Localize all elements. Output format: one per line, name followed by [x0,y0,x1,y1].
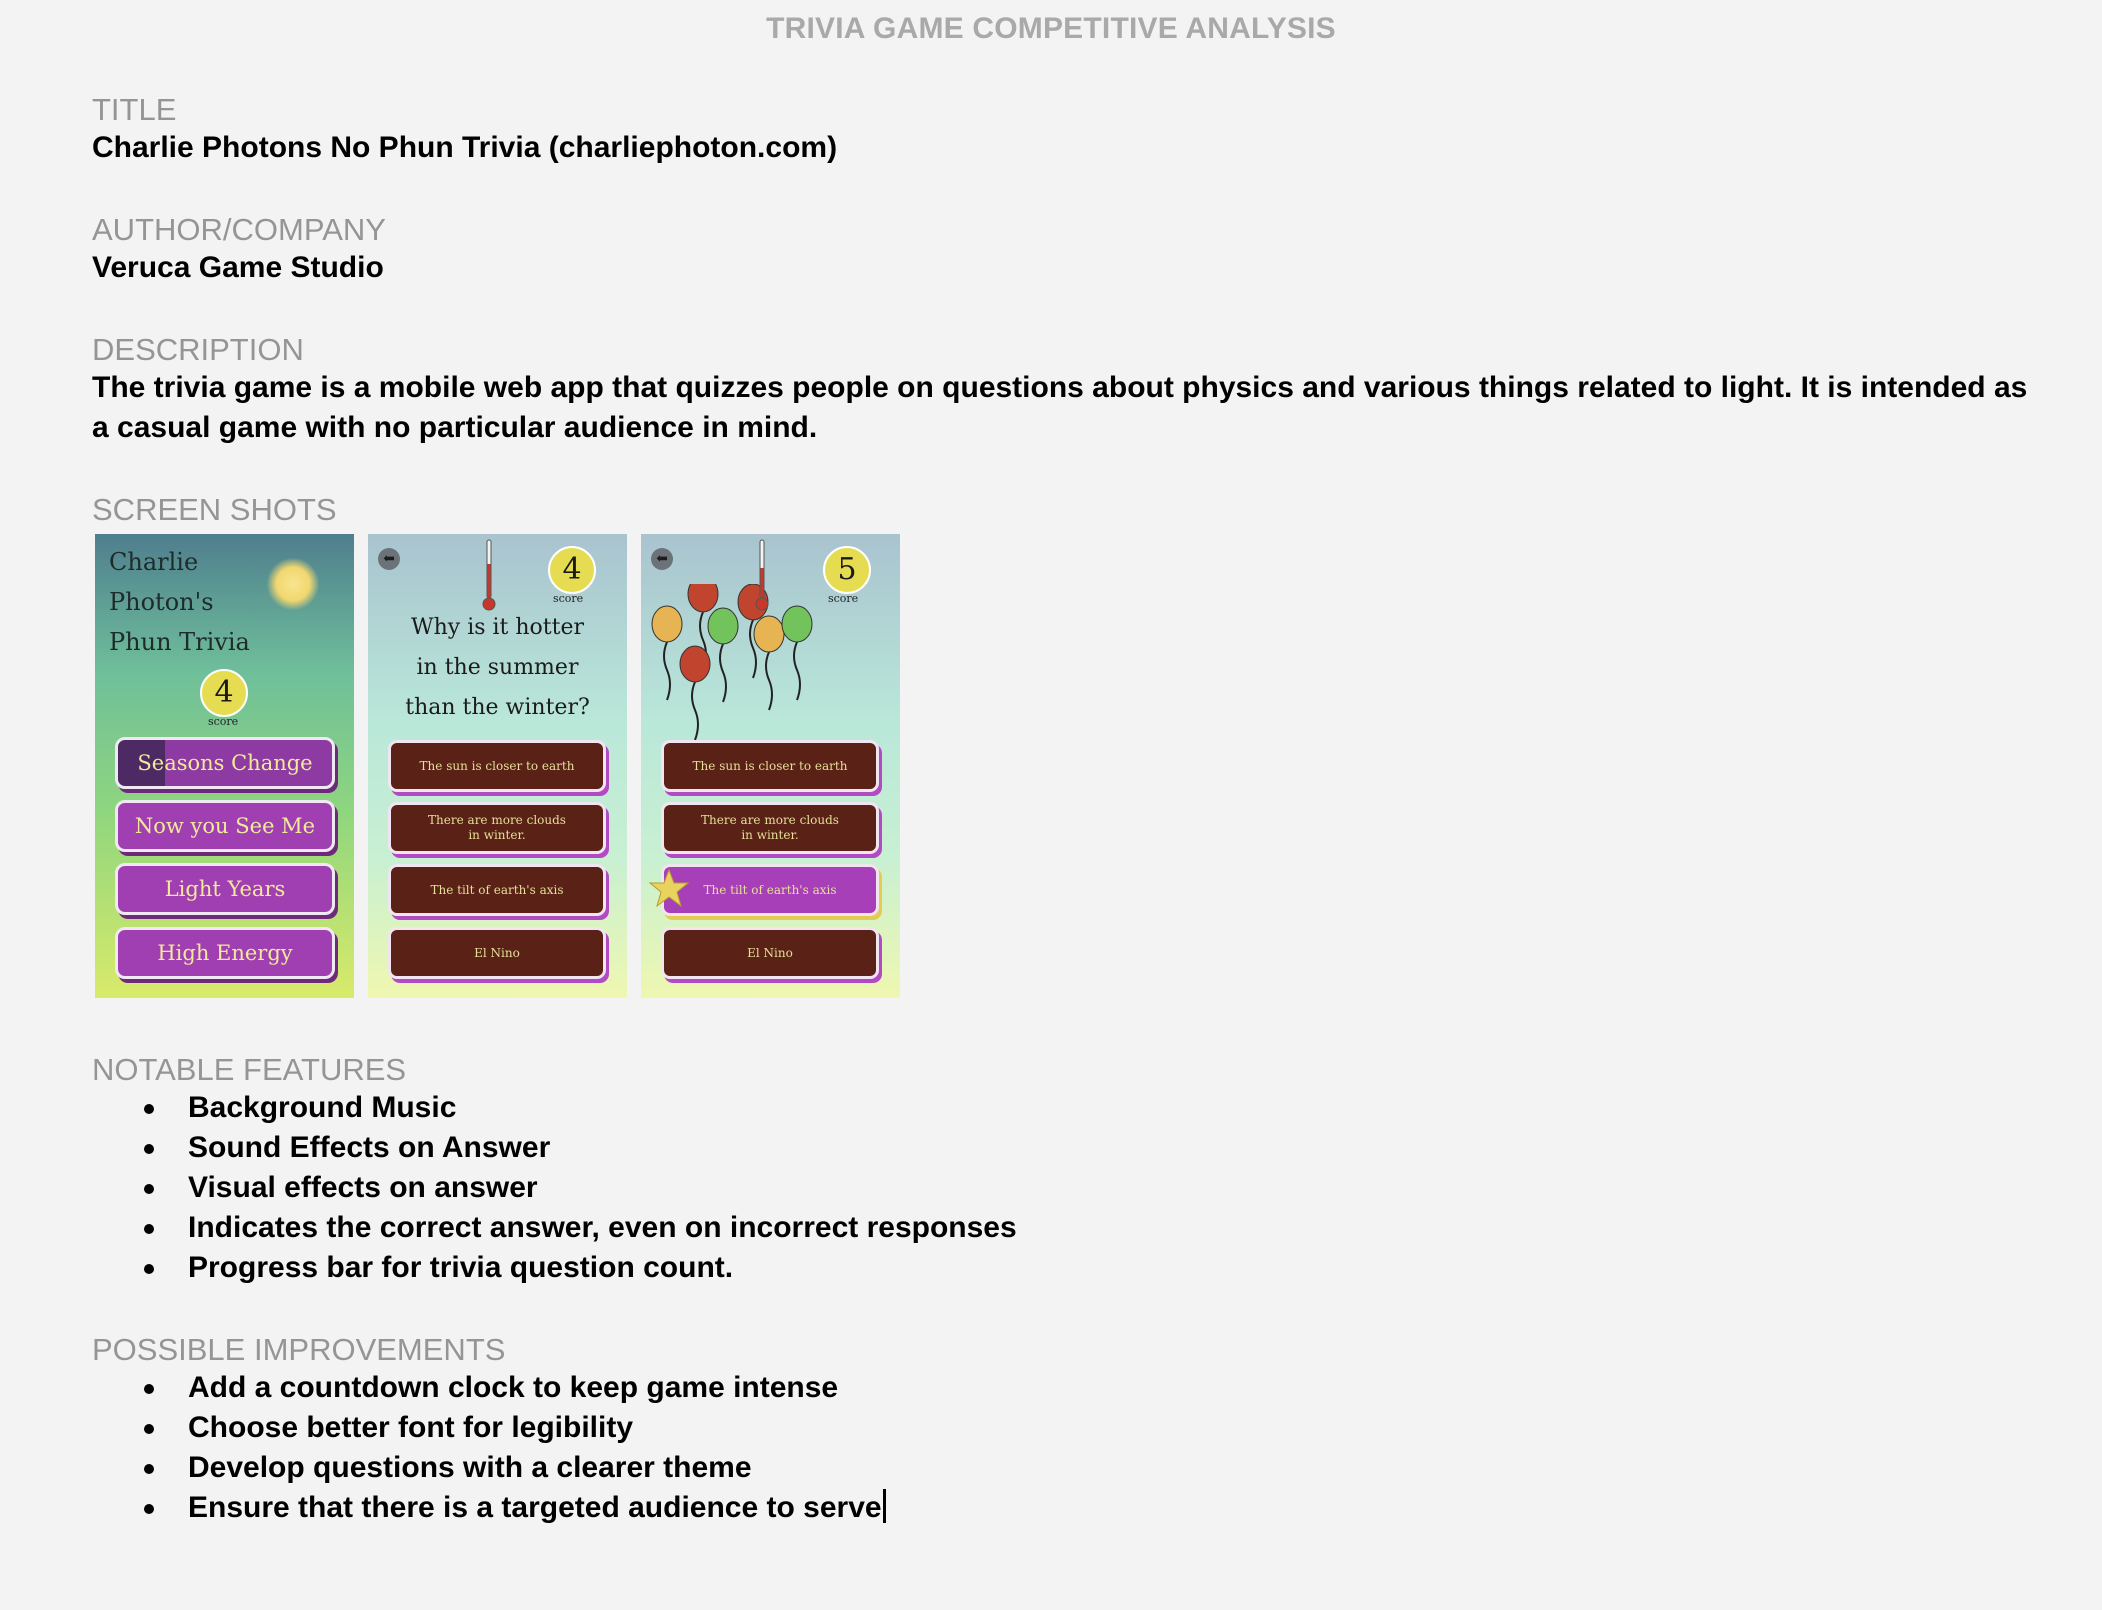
improvements-section [92,1332,2042,1528]
score-label: score [553,592,584,605]
balloon-string [794,642,800,700]
menu-button-now-you-see-me: Now you See Me [115,800,335,852]
document-body [92,92,2042,1572]
answer-text: The sun is closer to earth [692,758,848,773]
menu-button-seasons-change: Seasons Change [115,737,335,789]
screenshots-section [92,492,2042,998]
balloon [708,608,738,644]
balloon [688,584,718,612]
app-title-line: Photon's [109,588,214,616]
balloon [680,646,710,682]
title-value[interactable]: Charlie Photons No Phun Trivia (charliephoton.com) [92,131,838,164]
list-item-text: Ensure that there is a targeted audience to serve [188,1491,882,1524]
description-section [92,332,2042,448]
author-value[interactable]: Veruca Game Studio [92,251,384,284]
score-badge: 4 [200,669,248,717]
list-item-last[interactable] [92,1488,2042,1528]
screenshot-result[interactable] [641,534,900,998]
answer-text: The tilt of earth's axis [703,882,837,897]
balloon [652,606,682,642]
score-badge: 4 [548,546,596,594]
app-title-line: Phun Trivia [109,628,250,656]
list-item[interactable]: Develop questions with a clearer theme [92,1448,2042,1488]
document-title: TRIVIA GAME COMPETITIVE ANALYSIS [766,12,1336,45]
answer-button [661,927,879,979]
back-arrow-icon: ⬅ [378,548,400,570]
balloon-string [766,652,772,710]
title-section [92,92,2042,168]
balloon-string [692,682,698,740]
menu-button-high-energy: High Energy [115,927,335,979]
score-label: score [828,592,859,605]
score-label: score [208,715,239,728]
screenshots-label: SCREEN SHOTS [92,492,337,527]
text-cursor [883,1489,886,1523]
star-icon [649,868,689,908]
description-value[interactable]: The trivia game is a mobile web app that quizzes people on questions about physics and various things related to light. It is intended as a casual game with no particular audience in mind. [92,371,2028,444]
answer-text: There are more clouds [701,813,839,827]
answer-text: in winter. [468,828,526,842]
menu-button-light-years: Light Years [115,863,335,915]
thermometer-icon [482,538,496,614]
app-title-line: Charlie [109,548,199,576]
improvements-list [92,1368,2042,1528]
screenshot-question[interactable] [368,534,627,998]
score-badge: 5 [823,546,871,594]
answer-text: The tilt of earth's axis [430,882,564,897]
features-label: NOTABLE FEATURES [92,1052,407,1087]
answer-text: in winter. [741,828,799,842]
answer-button-correct [661,864,879,916]
improvements-label: POSSIBLE IMPROVEMENTS [92,1332,506,1367]
answer-button [388,740,606,792]
list-item[interactable]: Sound Effects on Answer [92,1128,2042,1168]
balloon [782,606,812,642]
features-section [92,1052,2042,1288]
list-item[interactable]: Background Music [92,1088,2042,1128]
answer-button [661,740,879,792]
answer-text: The sun is closer to earth [419,758,575,773]
list-item[interactable]: Progress bar for trivia question count. [92,1248,2042,1288]
balloon-string [664,642,670,700]
list-item[interactable]: Add a countdown clock to keep game intense [92,1368,2042,1408]
list-item[interactable]: Choose better font for legibility [92,1408,2042,1448]
answer-button [388,802,606,854]
question-text [368,608,627,728]
list-item[interactable]: Indicates the correct answer, even on incorrect responses [92,1208,2042,1248]
answer-text: El Nino [747,945,793,960]
author-label: AUTHOR/COMPANY [92,212,386,247]
thermometer-icon [755,538,769,614]
description-label: DESCRIPTION [92,332,304,367]
app-title [109,542,250,662]
answer-text: El Nino [474,945,520,960]
balloon-string [720,644,726,702]
screenshots-strip [95,534,2042,998]
features-list [92,1088,2042,1288]
answer-text: There are more clouds [428,813,566,827]
list-item[interactable]: Visual effects on answer [92,1168,2042,1208]
back-arrow-icon: ⬅ [651,548,673,570]
screenshot-menu[interactable] [95,534,354,998]
question-line: Why is it hotter [410,615,585,640]
balloon [754,616,784,652]
title-label: TITLE [92,92,177,127]
answer-button [388,864,606,916]
answer-button [661,802,879,854]
sun-icon [267,558,319,610]
question-line: than the winter? [405,695,590,720]
author-section [92,212,2042,288]
question-line: in the summer [416,655,579,680]
answer-button [388,927,606,979]
